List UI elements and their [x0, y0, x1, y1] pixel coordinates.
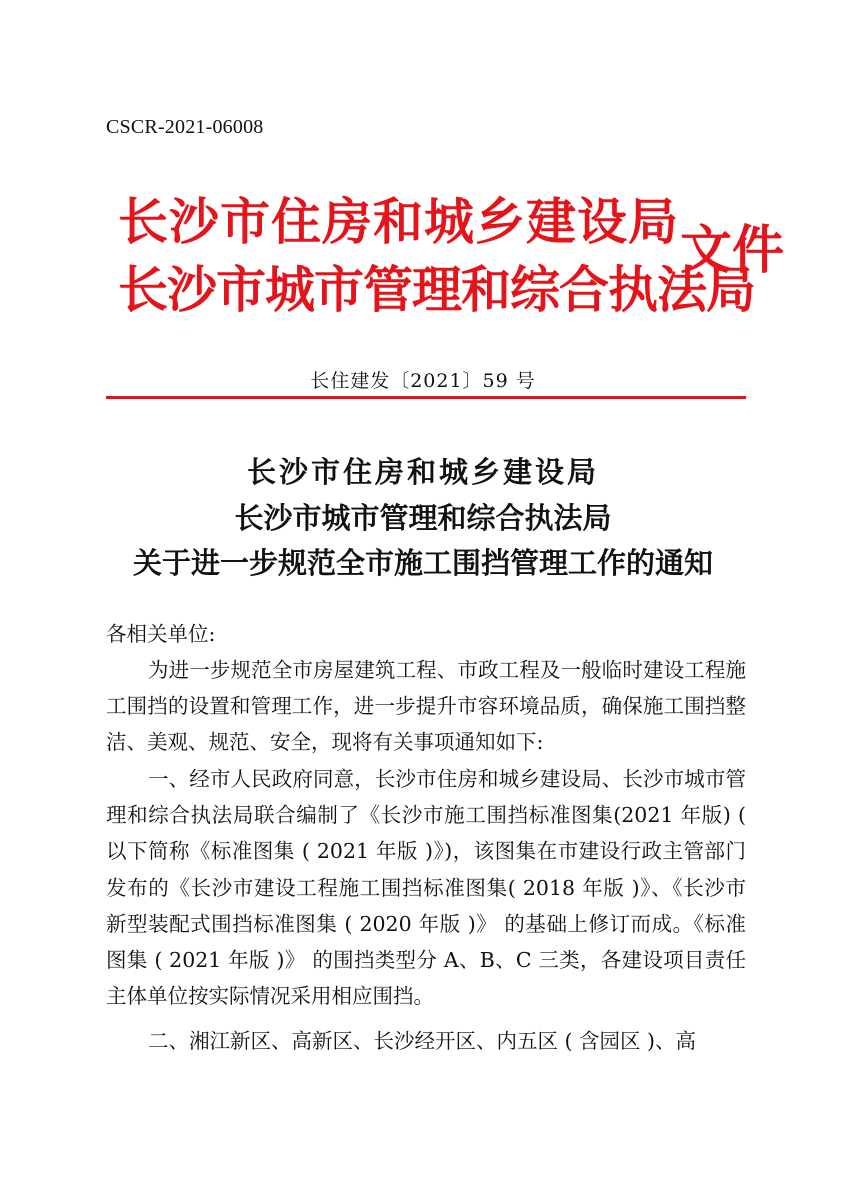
document-header-suffix: 文件: [680, 220, 785, 281]
title-line-3: 关于进一步规范全市施工围挡管理工作的通知: [132, 546, 713, 580]
issuer-name-housing-bureau: 长沙市住房和城乡建设局: [118, 192, 679, 251]
document-number: 长住建发〔2021〕59 号: [310, 370, 536, 392]
paragraph-intro: 为进一步规范全市房屋建筑工程、市政工程及一般临时建设工程施工围挡的设置和管理工作，进一步提升市容环境品质，确保施工围挡整洁、美观、规范、安全，现将有关事项通知如下:: [106, 658, 746, 755]
title-line-1: 长沙市住房和城乡建设局: [246, 455, 599, 489]
paragraph-item-2: 二、湘江新区、高新区、长沙经开区、内五区 ( 含园区 )、高: [148, 1029, 697, 1053]
document-code: CSCR-2021-06008: [106, 116, 264, 138]
issuer-name-urban-management-bureau: 长沙市城市管理和综合执法局: [118, 260, 755, 319]
salutation: 各相关单位:: [106, 622, 216, 646]
paragraph-item-1: 一、经市人民政府同意，长沙市住房和城乡建设局、长沙市城市管理和综合执法局联合编制了《长沙市施工围挡标准图集(2021 年版) ( 以下简称《标准图集 ( 2021 年版 )》)，该图集在市建设行政主管部门发布的《长沙市建设工程施工围挡标准图集( 2018 年版 )》、《长沙市新型装配式围挡标准图集 ( 2020 年版 )》 的基础上修订而成。《标准图集 ( 2021 年版 )》 的围挡类型分 A、B、C 三类，各建设项目责任主体单位按实际情况采用相应围挡。: [106, 767, 746, 1009]
header-divider: [106, 396, 746, 399]
title-line-2: 长沙市城市管理和综合执法局: [234, 501, 612, 535]
